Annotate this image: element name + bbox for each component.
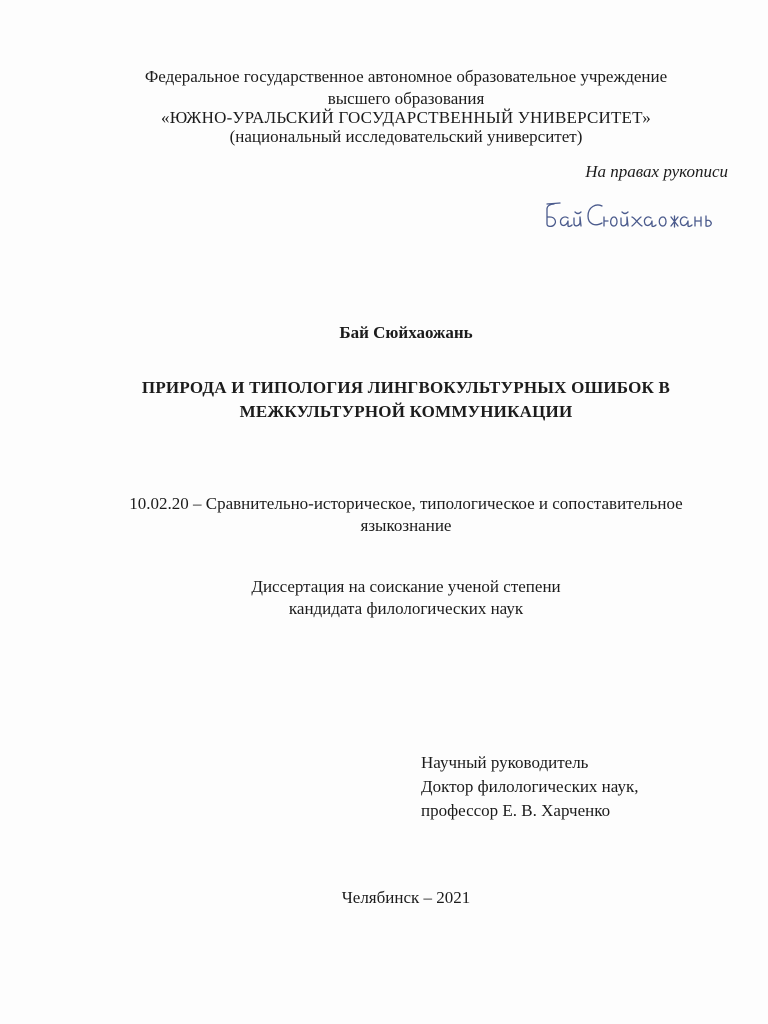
- title-line-2: МЕЖКУЛЬТУРНОЙ КОММУНИКАЦИИ: [239, 402, 573, 421]
- supervisor-line-1: Научный руководитель: [421, 753, 589, 772]
- university-name: «ЮЖНО-УРАЛЬСКИЙ ГОСУДАРСТВЕННЫЙ УНИВЕРСИТЕТ»: [161, 108, 651, 127]
- university-status: (национальный исследовательский университет): [229, 127, 583, 146]
- specialty-code: [22, 493, 768, 537]
- author-name: Бай Сюйхаожань: [339, 323, 473, 342]
- specialty-line-2: языкознание: [360, 516, 452, 535]
- degree-line-2: кандидата филологических наук: [288, 599, 524, 618]
- institution-line-2: высшего образования: [327, 89, 485, 108]
- degree-line-1: Диссертация на соискание ученой степени: [251, 577, 561, 596]
- degree-statement: [22, 576, 768, 620]
- title-line-1: ПРИРОДА И ТИПОЛОГИЯ ЛИНГВОКУЛЬТУРНЫХ ОШИБОК В: [141, 378, 671, 397]
- manuscript-rights-note: На правах рукописи: [585, 162, 728, 181]
- city-year: Челябинск – 2021: [341, 888, 471, 907]
- handwritten-signature: [540, 196, 740, 236]
- institution-line-1: Федеральное государственное автономное образовательное учреждение: [144, 67, 668, 86]
- scientific-supervisor: [421, 751, 638, 823]
- specialty-line-1: 10.02.20 – Сравнительно-историческое, типологическое и сопоставительное: [129, 494, 683, 513]
- dissertation-title: [22, 376, 768, 424]
- supervisor-line-3: профессор Е. В. Харченко: [421, 801, 611, 820]
- supervisor-line-2: Доктор филологических наук,: [421, 777, 639, 796]
